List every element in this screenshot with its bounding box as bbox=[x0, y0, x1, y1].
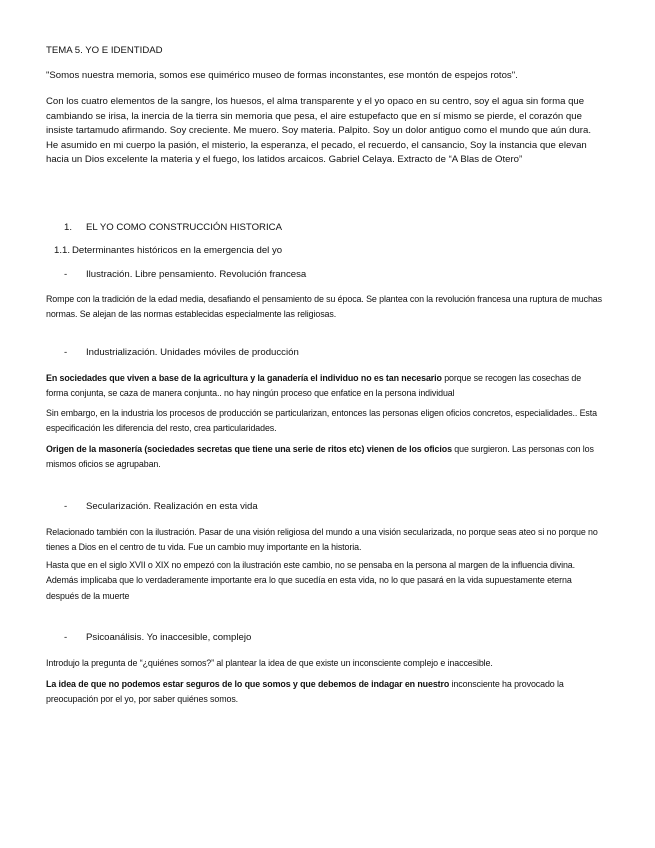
industrializacion-paragraph-1 bbox=[46, 371, 602, 402]
plain-text: que surgieron. Las personas con los mismos oficios se agrupaban. bbox=[46, 444, 594, 470]
secularizacion-paragraph-2: Hasta que en el siglo XVII o XIX no empezó con la ilustración este cambio, no se pensaba en la persona al margen de la influencia divina. Además implicaba que lo verdaderamente importante era lo que sucedía en esta vida, no lo que pasará en la vida supuestamente eterna después de la muerte bbox=[46, 560, 575, 601]
bullet-dash: - bbox=[64, 501, 68, 512]
section-number: 1.1. bbox=[54, 245, 71, 256]
poem-paragraph: Con los cuatro elementos de la sangre, los huesos, el alma transparente y el yo opaco en su centro, soy el agua sin forma que cambiando se irisa, la inercia de la tierra sin memoria que pesa, el aire estupefacto que en sí mismo se pierde, el corazón que insiste tartamudo afirmando. Soy creciente. Me muero. Soy materia. Palpito. Soy un dolor antiguo como el mundo que aún dura. He asumido en mi cuerpo la pasión, el misterio, la esperanza, el pecado, el recuerdo, el cansancio, Soy la instancia que elevan hacia un Dios excelente la materia y el fuego, los latidos arcaicos. Gabriel Celaya. Extracto de “A Blas de Otero” bbox=[46, 96, 592, 166]
subheading-text: Psicoanálisis. Yo inaccesible, complejo bbox=[86, 632, 252, 643]
epigraph-quote: "Somos nuestra memoria, somos ese quimérico museo de formas inconstantes, ese montón de espejos rotos". bbox=[46, 70, 518, 81]
section-heading-1-1 bbox=[54, 244, 610, 259]
subheading-text: Ilustración. Libre pensamiento. Revolución francesa bbox=[86, 269, 307, 280]
bold-text: La idea de que no podemos estar seguros de lo que somos y que debemos de indagar en nuestro bbox=[46, 679, 450, 689]
bullet-dash: - bbox=[64, 632, 68, 643]
plain-text: porque se recogen las cosechas de forma conjunta, se caza de manera conjunta.. no hay ningún proceso que enfatice en la persona individual bbox=[46, 373, 582, 399]
industrializacion-paragraph-3 bbox=[46, 442, 602, 473]
secularizacion-paragraph-1: Relacionado también con la ilustración. Pasar de una visión religiosa del mundo a una visión secularizada, no porque seas ateo si no porque no tienes a Dios en el centro de tu vida. Fue un cambio muy importante en la historia. bbox=[46, 527, 598, 553]
industrializacion-paragraph-2: Sin embargo, en la industria los procesos de producción se particularizan, entonces las personas eligen oficios concretos, especialidades.. Esta especificación les diferencia del resto, crea particularidades. bbox=[46, 408, 597, 434]
section-title: Determinantes históricos en la emergencia del yo bbox=[72, 245, 283, 256]
bold-text: Origen de la masonería (sociedades secretas que tiene una serie de ritos etc) vienen de los oficios bbox=[46, 444, 452, 454]
section-title: EL YO COMO CONSTRUCCIÓN HISTORICA bbox=[86, 222, 282, 233]
section-heading-1 bbox=[64, 221, 620, 236]
psicoanalisis-paragraph-2 bbox=[46, 677, 602, 708]
bullet-dash: - bbox=[64, 269, 68, 280]
subheading-ilustracion bbox=[64, 268, 620, 283]
subheading-text: Secularización. Realización en esta vida bbox=[86, 501, 258, 512]
subheading-secularizacion bbox=[64, 500, 620, 515]
subheading-psicoanalisis bbox=[64, 631, 620, 646]
page-title: TEMA 5. YO E IDENTIDAD bbox=[46, 45, 163, 56]
bold-text: En sociedades que viven a base de la agricultura y la ganadería el individuo no es tan necesario bbox=[46, 373, 442, 383]
subheading-industrializacion bbox=[64, 346, 620, 361]
plain-text: inconsciente ha provocado la preocupación por el yo, por saber quiénes somos. bbox=[46, 679, 564, 705]
psicoanalisis-paragraph-1: Introdujo la pregunta de “¿quiénes somos?” al plantear la idea de que existe un inconsciente complejo e inaccesible. bbox=[46, 658, 493, 668]
subheading-text: Industrialización. Unidades móviles de producción bbox=[86, 347, 299, 358]
bullet-dash: - bbox=[64, 347, 68, 358]
section-number: 1. bbox=[64, 222, 73, 233]
ilustracion-paragraph: Rompe con la tradición de la edad media, desafiando el pensamiento de su época. Se plantea con la revolución francesa una ruptura de muchas normas. Se alejan de las normas establecidas especialmente las religiosas. bbox=[46, 294, 602, 320]
